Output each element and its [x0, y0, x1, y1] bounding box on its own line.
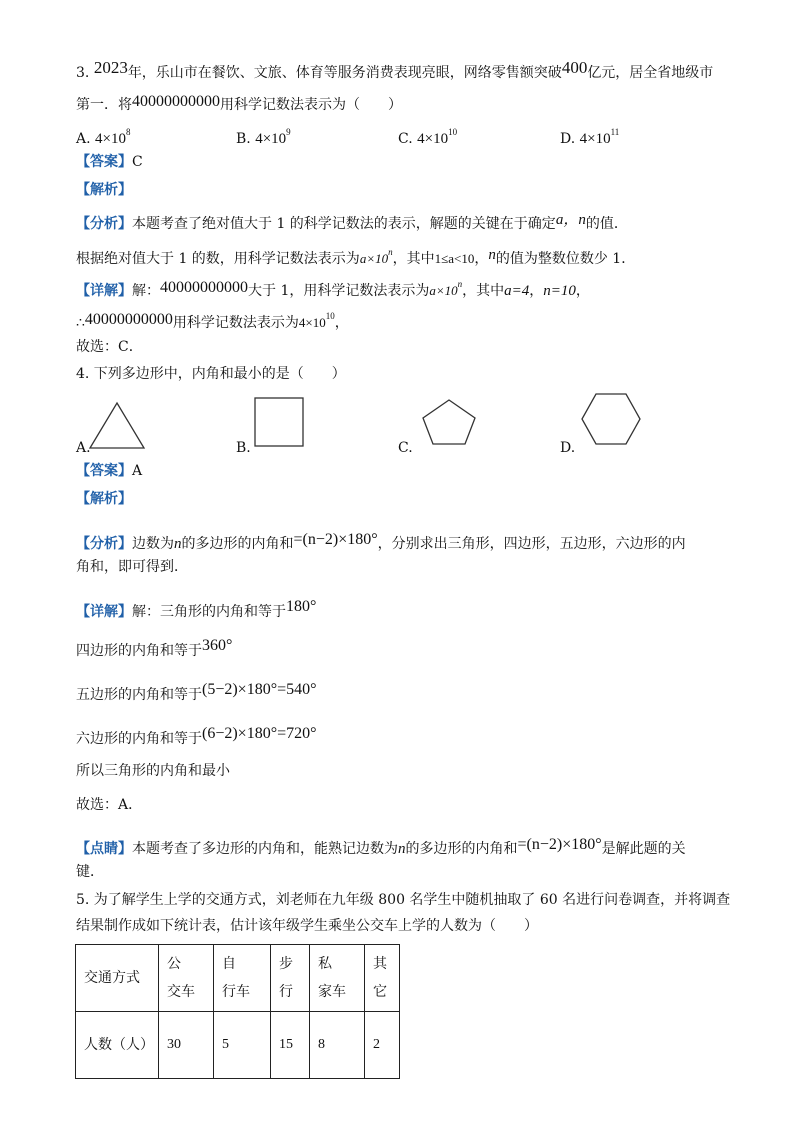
- answer-value: A: [132, 463, 143, 479]
- big-number: 40000000000: [132, 93, 220, 110]
- analysis-tag: 【解析】: [76, 182, 132, 198]
- q3-text: 第一．将: [76, 97, 132, 113]
- q3-fenxi: [76, 210, 628, 234]
- xj-value: 360°: [202, 637, 233, 654]
- option-exponent: 9: [286, 127, 291, 137]
- rule-text-b: ，其中: [392, 251, 435, 267]
- fenxi-formula: =(n−2)×180°: [293, 531, 378, 548]
- q3-question: 用科学记数法表示为（ ）: [220, 97, 402, 113]
- ther-text: 用科学记数法表示为: [172, 315, 299, 331]
- option-letter: A.: [76, 131, 91, 147]
- rule-exp: n: [388, 247, 393, 257]
- answer-value: C: [132, 154, 143, 170]
- table-cell: 8: [310, 1012, 365, 1079]
- xj-exp: n: [457, 279, 463, 289]
- ther-text-c: ，: [334, 315, 349, 331]
- xj-text: 解：三角形的内角和等于: [132, 604, 286, 620]
- fenxi-tag: 【分析】: [76, 216, 132, 232]
- q3-xiangjie: [76, 274, 590, 301]
- option-base: 4×10: [255, 131, 287, 147]
- q3-line2: [76, 92, 402, 115]
- option-letter: B.: [236, 131, 251, 147]
- option-letter: D.: [560, 131, 576, 147]
- therefore-symbol: ∴: [76, 315, 85, 331]
- q3-text-end: 亿元，居全省地级市: [587, 65, 714, 81]
- q3-text: 年，乐山市在餐饮、文旅、体育等服务消费表现亮眼，网络零售额突破: [127, 65, 562, 81]
- dj-text-c: 是解此题的关: [601, 841, 686, 857]
- option-letter: D.: [560, 440, 576, 456]
- table-header-cell: 其它: [365, 945, 400, 1012]
- xiangjie-tag: 【详解】: [76, 283, 132, 299]
- choose-text: 故选：A．: [76, 797, 143, 813]
- option-letter: C.: [398, 440, 413, 456]
- year-value: 2023: [93, 58, 128, 77]
- q3-answer: [76, 152, 143, 172]
- fenxi-text-b: 的多边形的内角和: [181, 536, 294, 552]
- q4-xj5: [76, 761, 230, 781]
- table-cell: 5: [214, 1012, 271, 1079]
- q4-question: 4. 下列多边形中，内角和最小的是（ ）: [76, 366, 346, 382]
- rule-text-c: ，: [474, 251, 489, 267]
- pentagon-icon: [418, 396, 480, 448]
- q3-rule: [76, 242, 635, 269]
- option-letter: C.: [398, 131, 413, 147]
- q4-option-c[interactable]: [398, 438, 413, 458]
- ther-exp: 10: [325, 311, 335, 321]
- fenxi-text-l2: 角和，即可得到．: [76, 559, 188, 575]
- q3-option-a[interactable]: [76, 122, 130, 149]
- q4-fenxi-line2: [76, 557, 188, 577]
- hexagon-icon: [578, 390, 644, 448]
- fenxi-vars: a，n: [555, 212, 586, 228]
- table-cell: 15: [271, 1012, 310, 1079]
- table-header-cell: 步行: [271, 945, 310, 1012]
- answer-tag: 【答案】: [76, 154, 132, 170]
- q3-line1: [76, 58, 713, 83]
- fenxi-text: 边数为: [132, 536, 174, 552]
- q5-line2: [76, 916, 538, 936]
- q5-question: 结果制作成如下统计表，估计该年级学生乘坐公交车上学的人数为（ ）: [76, 918, 538, 934]
- xiangjie-tag: 【详解】: [76, 604, 132, 620]
- amount-value: 400: [561, 58, 588, 77]
- dj-n: n: [398, 841, 406, 857]
- table-header-row: [76, 945, 400, 1012]
- xj-text: 五边形的内角和等于: [76, 687, 202, 703]
- choose-text: 故选：C．: [76, 339, 143, 355]
- q3-jiexi: [76, 180, 132, 200]
- xj-a-value: a=4: [504, 283, 530, 299]
- q4-choose: [76, 795, 142, 815]
- transport-stats-table: [75, 944, 400, 1079]
- table-cell: 2: [365, 1012, 400, 1079]
- q4-answer: [76, 461, 142, 481]
- xj-n-value: n=10: [543, 283, 576, 299]
- dianjing-tag: 【点睛】: [76, 841, 132, 857]
- q4-xj2: [76, 636, 232, 661]
- q3-therefore: [76, 306, 349, 333]
- table-header-cell: 公 交车: [159, 945, 214, 1012]
- option-letter: A.: [76, 440, 91, 456]
- triangle-icon: [86, 400, 148, 452]
- analysis-tag: 【解析】: [76, 491, 132, 507]
- q5-line1: [76, 890, 730, 910]
- question-number: 3.: [76, 65, 90, 81]
- fenxi-n: n: [174, 536, 182, 552]
- table-cell: 30: [159, 1012, 214, 1079]
- xj-text-c: ，其中: [462, 283, 505, 299]
- option-letter: B.: [236, 440, 251, 456]
- q4-xiangjie: [76, 597, 316, 622]
- rule-range: 1≤a<10: [434, 251, 475, 266]
- q3-option-b[interactable]: [236, 122, 291, 149]
- fenxi-end: 的值．: [585, 216, 628, 232]
- xj-text-b: 大于 1，用科学记数法表示为: [248, 283, 430, 299]
- dj-formula: =(n−2)×180°: [517, 836, 602, 853]
- table-row: [76, 1012, 400, 1079]
- xj-conclusion: 所以三角形的内角和最小: [76, 763, 230, 779]
- fenxi-text-c: ，分别求出三角形，四边形，五边形，六边形的内: [377, 536, 686, 552]
- q4-option-b[interactable]: [236, 438, 251, 458]
- table-row-label: 人数（人）: [76, 1012, 159, 1079]
- answer-tag: 【答案】: [76, 463, 132, 479]
- square-icon: [253, 396, 307, 448]
- xj-text: 六边形的内角和等于: [76, 731, 202, 747]
- fenxi-text: 本题考查了绝对值大于 1 的科学记数法的表示，解题的关键在于确定: [132, 216, 556, 232]
- option-base: 4×10: [579, 131, 611, 147]
- fenxi-tag: 【分析】: [76, 536, 132, 552]
- ther-base: 4×10: [298, 315, 326, 330]
- xj-value: (5−2)×180°=540°: [202, 681, 317, 698]
- xj-number: 40000000000: [160, 279, 248, 296]
- table-header-cell: 交通方式: [76, 945, 159, 1012]
- q4-xj3: [76, 680, 317, 705]
- dj-text-b: 的多边形的内角和: [405, 841, 518, 857]
- q5-text: 5. 为了解学生上学的交通方式，刘老师在九年级 800 名学生中随机抽取了 60 名进行问卷调查，并将调查: [76, 892, 731, 908]
- option-exponent: 11: [610, 127, 620, 137]
- q3-option-d[interactable]: [560, 122, 619, 149]
- option-base: 4×10: [95, 131, 126, 147]
- q3-choose: [76, 337, 143, 357]
- q4-dianjing: [76, 835, 686, 859]
- dj-text-l2: 键．: [76, 864, 104, 880]
- xj-text-e: ，: [575, 283, 590, 299]
- option-base: 4×10: [417, 131, 449, 147]
- xj-form: a×10: [429, 283, 458, 298]
- rule-text: 根据绝对值大于 1 的数，用科学记数法表示为: [76, 251, 360, 267]
- rule-text-d: 的值为整数位数少 1．: [495, 251, 636, 267]
- xj-text: 解：: [132, 283, 160, 299]
- ther-number: 40000000000: [84, 311, 173, 328]
- option-exponent: 10: [448, 127, 458, 137]
- q3-option-c[interactable]: [398, 122, 457, 149]
- q4-stem: [76, 364, 346, 384]
- q4-dianjing-line2: [76, 862, 104, 882]
- option-exponent: 8: [125, 127, 131, 137]
- q4-jiexi: [76, 489, 132, 509]
- table-header-cell: 自 行车: [214, 945, 271, 1012]
- xj-value: 180°: [286, 598, 317, 615]
- xj-value: (6−2)×180°=720°: [202, 725, 317, 742]
- q4-option-d[interactable]: [560, 438, 575, 458]
- table-header-cell: 私 家车: [310, 945, 365, 1012]
- xj-text: 四边形的内角和等于: [76, 643, 202, 659]
- q4-fenxi: [76, 530, 686, 554]
- rule-form: a×10: [359, 251, 389, 266]
- xj-text-d: ，: [529, 283, 544, 299]
- dj-text: 本题考查了多边形的内角和，能熟记边数为: [132, 841, 398, 857]
- q4-xj4: [76, 724, 317, 749]
- rule-nvar: n: [488, 247, 496, 263]
